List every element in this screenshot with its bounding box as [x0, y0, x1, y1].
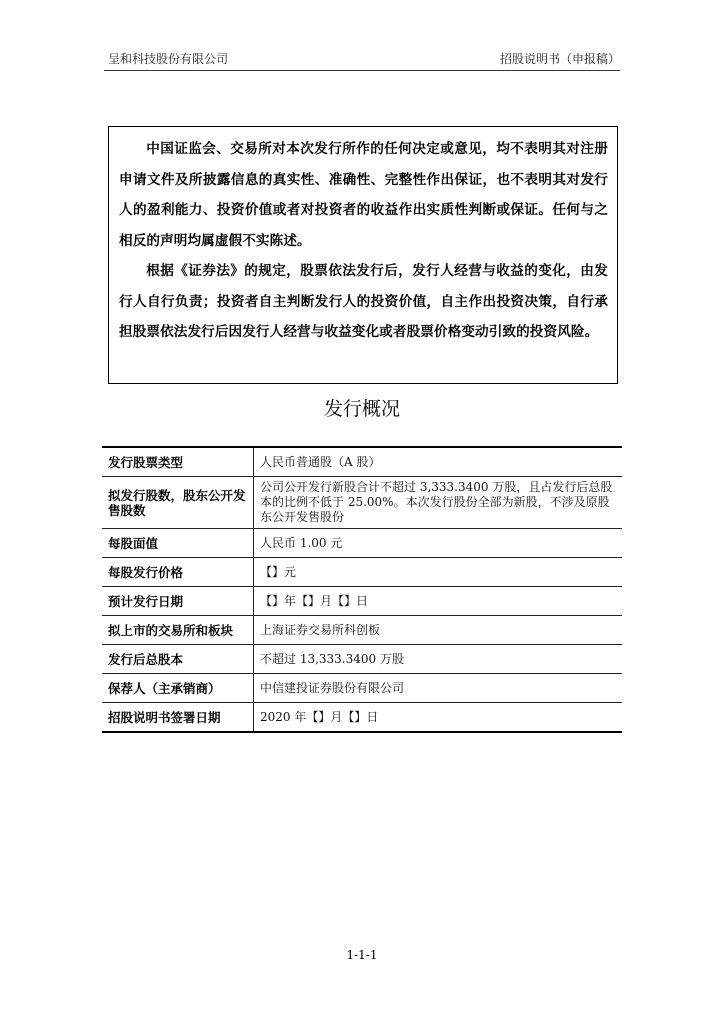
- row-label-sponsor: 保荐人（主承销商）: [102, 674, 254, 703]
- row-label-issue-price: 每股发行价格: [102, 558, 254, 587]
- row-value-par-value: 人民币 1.00 元: [254, 529, 623, 558]
- page-number: 1-1-1: [346, 948, 378, 962]
- row-label-shares-offered: 拟发行股数，股东公开发售股数: [102, 477, 254, 529]
- page-header: [108, 50, 620, 68]
- table-row: [102, 674, 622, 703]
- header-document-type: 招股说明书（申报稿）: [499, 52, 620, 66]
- row-value-issue-date: 【】年【】月【】日: [254, 587, 623, 616]
- offering-overview-table: [102, 446, 622, 733]
- notice-paragraph-regulator: 中国证监会、交易所对本次发行所作的任何决定或意见，均不表明其对注册申请文件及所披露信息的真实性、准确性、完整性作出保证，也不表明其对发行人的盈利能力、投资价值或者对投资者的收益作出实质性判断或保证。任何与之相反的声明均属虚假不实陈述。: [119, 141, 608, 249]
- row-label-par-value: 每股面值: [102, 529, 254, 558]
- regulatory-notice-box: [108, 126, 618, 384]
- table-row: [102, 703, 622, 733]
- row-value-exchange-board: 上海证券交易所科创板: [254, 616, 623, 645]
- table-row: [102, 447, 622, 477]
- row-label-issue-date: 预计发行日期: [102, 587, 254, 616]
- header-divider: [104, 70, 620, 71]
- row-value-shares-offered: 公司公开发行新股合计不超过 3,333.3400 万股，且占发行后总股本的比例不低于 25.00%。本次发行股份全部为新股，不涉及原股东公开发售股份: [254, 477, 623, 529]
- table-row: [102, 616, 622, 645]
- row-value-signing-date: 2020 年【】月【】日: [260, 709, 379, 724]
- row-value-sponsor: 中信建投证券股份有限公司: [254, 674, 623, 703]
- notice-paragraph-securities-law: 根据《证券法》的规定，股票依法发行后，发行人经营与收益的变化，由发行人自行负责；投资者自主判断发行人的投资价值，自主作出投资决策，自行承担股票依法发行后因发行人经营与收益变化或者股票价格变动引致的投资风险。: [119, 263, 608, 340]
- row-label-signing-date: 招股说明书签署日期: [102, 703, 254, 733]
- section-title: 发行概况: [323, 398, 400, 420]
- row-value-stock-type: 人民币普通股（A 股）: [254, 447, 623, 477]
- row-label-exchange-board: 拟上市的交易所和板块: [102, 616, 254, 645]
- table-row: [102, 558, 622, 587]
- header-company-name: 呈和科技股份有限公司: [108, 52, 229, 66]
- table-row: [102, 477, 622, 529]
- row-label-total-shares: 发行后总股本: [102, 645, 254, 674]
- table-row: [102, 645, 622, 674]
- row-label-stock-type: 发行股票类型: [102, 447, 254, 477]
- table-row: [102, 587, 622, 616]
- row-value-total-shares: 不超过 13,333.3400 万股: [254, 645, 623, 674]
- table-row: [102, 529, 622, 558]
- row-value-issue-price: 【】元: [254, 558, 623, 587]
